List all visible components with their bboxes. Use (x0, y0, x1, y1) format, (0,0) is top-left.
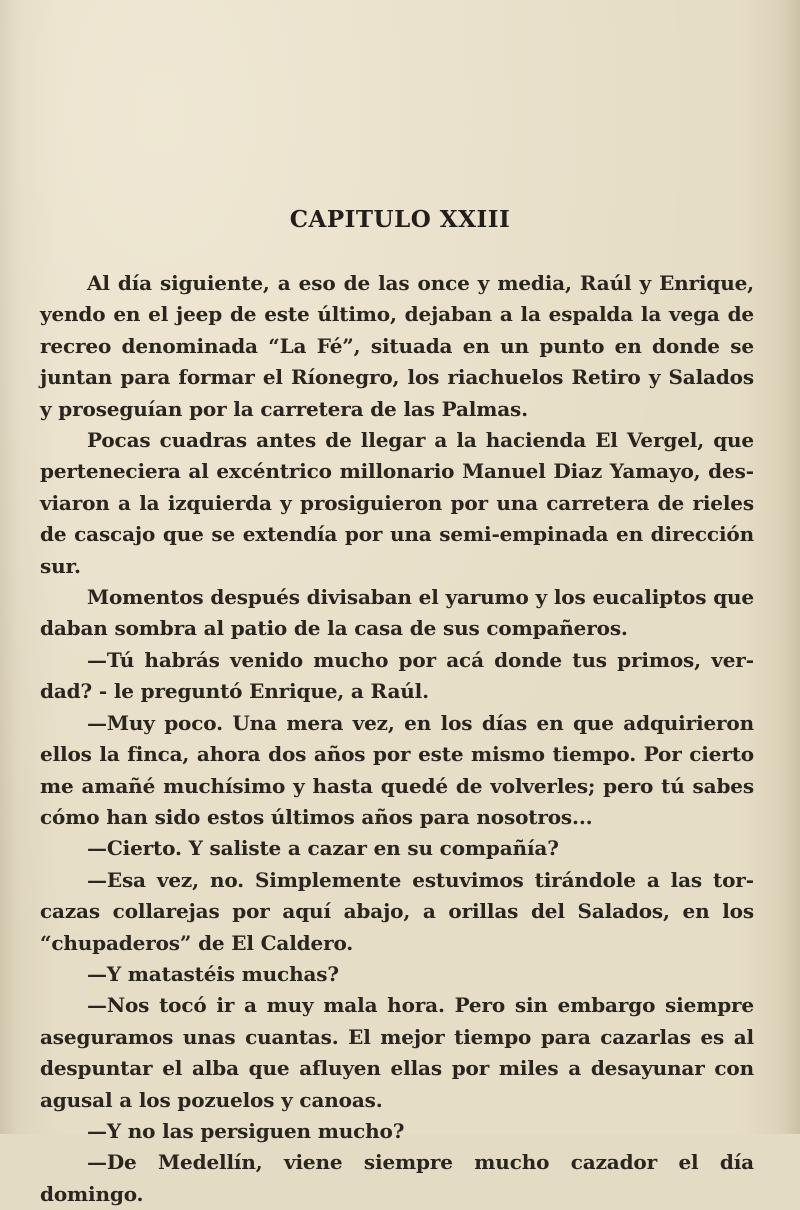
chapter-body (40, 268, 754, 1210)
paragraph-2: Pocas cuadras antes de llegar a la hacienda El Vergel, que perteneciera al excéntrico millonario Manuel Diaz Yamayo, desviaron a la izquierda y prosiguieron por una carretera de rieles de cascajo que se extendía por una semi-empinada en dirección sur. (40, 428, 754, 578)
paragraph-3: Momentos después divisaban el yarumo y los eucaliptos que daban sombra al patio de la casa de sus compañeros. (40, 585, 754, 641)
paragraph-6: —Cierto. Y saliste a cazar en su compañía? (87, 836, 559, 861)
paragraph-1: Al día siguiente, a eso de las once y media, Raúl y Enrique, yendo en el jeep de este último, dejaban a la espalda la vega de recreo denominada “La Fé”, situada en un punto en donde se juntan para formar el Ríonegro, los riachuelos Retiro y Salados y proseguían por la carretera de las Palmas. (40, 271, 754, 421)
chapter-title: CAPITULO XXIII (289, 206, 511, 233)
paragraph-7: —Esa vez, no. Simplemente estuvimos tirándole a las torcazas collarejas por aquí abajo, a orillas del Salados, en los “chupaderos” de El Caldero. (40, 867, 754, 955)
paragraph-9: —Nos tocó ir a muy mala hora. Pero sin embargo siempre aseguramos unas cuantas. El mejor tiempo para cazarlas es al despuntar el alba que afluyen ellas por miles a desayunar con agusal a los pozuelos y canoas. (40, 993, 754, 1112)
paragraph-8: —Y matastéis muchas? (87, 961, 339, 986)
paragraph-4: —Tú habrás venido mucho por acá donde tus primos, verdad? - le preguntó Enrique, a Raúl. (40, 647, 754, 704)
paragraph-10: —Y no las persiguen mucho? (87, 1118, 405, 1143)
paragraph-11: —De Medellín, viene siempre mucho cazador el día domingo. (40, 1150, 754, 1206)
paragraph-5: —Muy poco. Una mera vez, en los días en que adquirieron ellos la finca, ahora dos años por este mismo tiempo. Por cierto me amañé muchísimo y hasta quedé de volverles; pero tú sabes cómo han sido estos últimos años para nosotros... (40, 710, 754, 829)
